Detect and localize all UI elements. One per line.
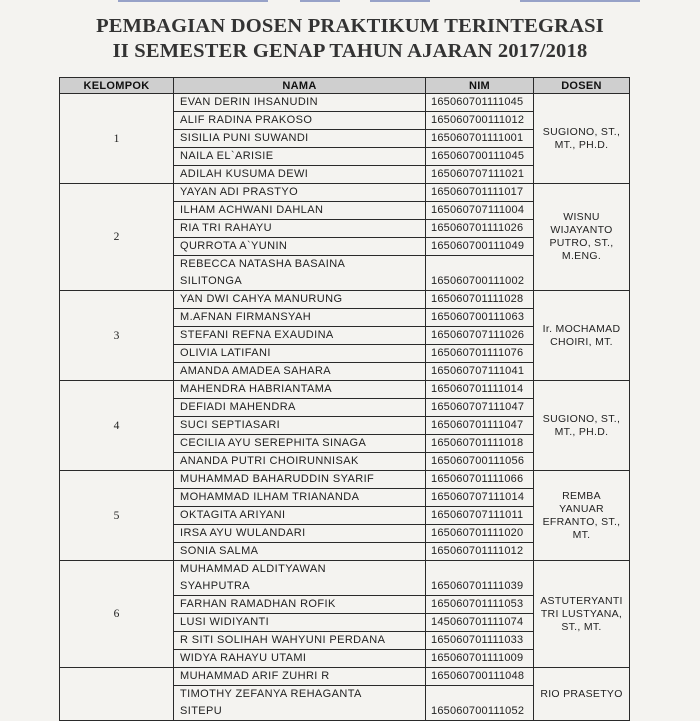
student-nim-cell: 165060701111012 — [426, 543, 534, 561]
student-nim-cell: 165060707111047 — [426, 399, 534, 417]
student-name-cell: STEFANI REFNA EXAUDINA — [174, 327, 426, 345]
student-name-cell: ALIF RADINA PRAKOSO — [174, 112, 426, 130]
title-line-2: II SEMESTER GENAP TAHUN AJARAN 2017/2018 — [112, 40, 588, 62]
student-name-cell: ADILAH KUSUMA DEWI — [174, 166, 426, 184]
student-nim-cell: 165060707111004 — [426, 202, 534, 220]
student-name-cell: MUHAMMAD ARIF ZUHRI R — [174, 668, 426, 686]
letterhead-remnant — [0, 0, 700, 14]
student-nim-cell: 165060701111045 — [426, 94, 534, 112]
header-dosen: DOSEN — [534, 78, 630, 94]
student-nim-cell: 165060701111028 — [426, 291, 534, 309]
dosen-cell: Ir. MOCHAMAD CHOIRI, MT. — [534, 291, 630, 381]
student-nim-cell: 165060707111026 — [426, 327, 534, 345]
student-nim-cell: 165060700111012 — [426, 112, 534, 130]
student-nim-cell: 165060707111021 — [426, 166, 534, 184]
student-nim-cell: 165060701111053 — [426, 596, 534, 614]
student-name-cell: TIMOTHY ZEFANYA REHAGANTA SITEPU — [174, 686, 426, 721]
student-nim-cell: 165060700111048 — [426, 668, 534, 686]
student-name-cell: MAHENDRA HABRIANTAMA — [174, 381, 426, 399]
student-name-cell: MUHAMMAD ALDITYAWAN SYAHPUTRA — [174, 561, 426, 596]
student-nim-cell: 165060700111049 — [426, 238, 534, 256]
student-nim-cell: 165060701111001 — [426, 130, 534, 148]
dosen-cell: ASTUTERYANTI TRI LUSTYANA, ST., MT. — [534, 561, 630, 668]
student-name-cell: LUSI WIDIYANTI — [174, 614, 426, 632]
table-row — [60, 668, 630, 686]
table-row — [60, 561, 630, 596]
student-name-cell: ANANDA PUTRI CHOIRUNNISAK — [174, 453, 426, 471]
header-nama: NAMA — [174, 78, 426, 94]
student-name-cell: R SITI SOLIHAH WAHYUNI PERDANA — [174, 632, 426, 650]
table-row — [60, 184, 630, 202]
student-nim-cell: 165060701111026 — [426, 220, 534, 238]
student-nim-cell: 165060707111041 — [426, 363, 534, 381]
dosen-cell: WISNU WIJAYANTO PUTRO, ST., M.ENG. — [534, 184, 630, 291]
student-name-cell: ILHAM ACHWANI DAHLAN — [174, 202, 426, 220]
student-nim-cell: 165060707111011 — [426, 507, 534, 525]
student-name-cell: SONIA SALMA — [174, 543, 426, 561]
student-name-cell: RIA TRI RAHAYU — [174, 220, 426, 238]
student-nim-cell: 165060701111033 — [426, 632, 534, 650]
table-row — [60, 94, 630, 112]
student-nim-cell: 165060700111002 — [426, 256, 534, 291]
kelompok-cell: 1 — [60, 94, 174, 184]
student-nim-cell: 165060701111066 — [426, 471, 534, 489]
student-nim-cell: 165060707111014 — [426, 489, 534, 507]
dosen-cell: SUGIONO, ST., MT., PH.D. — [534, 381, 630, 471]
title-line-1: PEMBAGIAN DOSEN PRAKTIKUM TERINTEGRASI — [96, 15, 604, 37]
document-title — [0, 14, 700, 64]
student-nim-cell: 165060700111063 — [426, 309, 534, 327]
student-name-cell: IRSA AYU WULANDARI — [174, 525, 426, 543]
kelompok-cell: 3 — [60, 291, 174, 381]
assignment-table — [59, 77, 630, 721]
student-name-cell: CECILIA AYU SEREPHITA SINAGA — [174, 435, 426, 453]
kelompok-cell: 2 — [60, 184, 174, 291]
table-row — [60, 381, 630, 399]
student-name-cell: YAN DWI CAHYA MANURUNG — [174, 291, 426, 309]
table-row — [60, 471, 630, 489]
student-name-cell: EVAN DERIN IHSANUDIN — [174, 94, 426, 112]
kelompok-cell: 5 — [60, 471, 174, 561]
student-name-cell: AMANDA AMADEA SAHARA — [174, 363, 426, 381]
student-name-cell: M.AFNAN FIRMANSYAH — [174, 309, 426, 327]
student-name-cell: WIDYA RAHAYU UTAMI — [174, 650, 426, 668]
header-nim: NIM — [426, 78, 534, 94]
student-nim-cell: 165060701111039 — [426, 561, 534, 596]
student-nim-cell: 165060700111056 — [426, 453, 534, 471]
student-name-cell: MOHAMMAD ILHAM TRIANANDA — [174, 489, 426, 507]
table-row — [60, 291, 630, 309]
student-name-cell: FARHAN RAMADHAN ROFIK — [174, 596, 426, 614]
kelompok-cell — [60, 668, 174, 721]
student-name-cell: NAILA EL`ARISIE — [174, 148, 426, 166]
table-body — [60, 94, 630, 721]
student-nim-cell: 165060701111017 — [426, 184, 534, 202]
student-name-cell: OLIVIA LATIFANI — [174, 345, 426, 363]
kelompok-cell: 4 — [60, 381, 174, 471]
student-nim-cell: 165060701111020 — [426, 525, 534, 543]
student-nim-cell: 165060701111009 — [426, 650, 534, 668]
dosen-cell: SUGIONO, ST., MT., PH.D. — [534, 94, 630, 184]
student-nim-cell: 165060701111076 — [426, 345, 534, 363]
header-kelompok: KELOMPOK — [60, 78, 174, 94]
kelompok-cell: 6 — [60, 561, 174, 668]
student-nim-cell: 165060701111014 — [426, 381, 534, 399]
student-name-cell: OKTAGITA ARIYANI — [174, 507, 426, 525]
student-name-cell: QURROTA A`YUNIN — [174, 238, 426, 256]
dosen-cell: REMBA YANUAR EFRANTO, ST., MT. — [534, 471, 630, 561]
student-name-cell: MUHAMMAD BAHARUDDIN SYARIF — [174, 471, 426, 489]
student-name-cell: SISILIA PUNI SUWANDI — [174, 130, 426, 148]
student-name-cell: REBECCA NATASHA BASAINA SILITONGA — [174, 256, 426, 291]
student-nim-cell: 165060700111045 — [426, 148, 534, 166]
dosen-cell: RIO PRASETYO — [534, 668, 630, 721]
student-name-cell: YAYAN ADI PRASTYO — [174, 184, 426, 202]
student-name-cell: DEFIADI MAHENDRA — [174, 399, 426, 417]
student-nim-cell: 165060701111018 — [426, 435, 534, 453]
student-nim-cell: 165060701111047 — [426, 417, 534, 435]
student-nim-cell: 145060701111074 — [426, 614, 534, 632]
student-name-cell: SUCI SEPTIASARI — [174, 417, 426, 435]
table-header-row — [60, 78, 630, 94]
student-nim-cell: 165060700111052 — [426, 686, 534, 721]
